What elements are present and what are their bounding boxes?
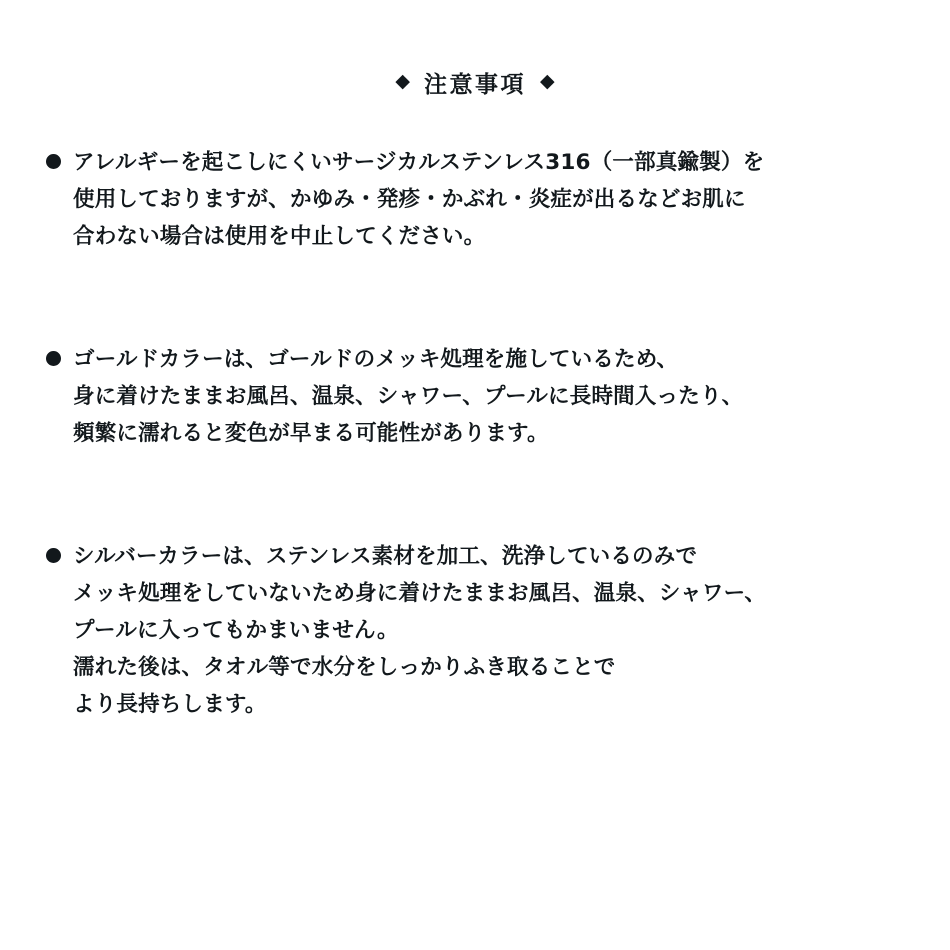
notice-list <box>44 145 906 724</box>
bullet-icon <box>46 351 61 366</box>
list-item-line: 使用しておりますが、かゆみ・発疹・かぶれ・炎症が出るなどお肌に <box>73 186 746 212</box>
list-item-line: プールに入ってもかまいません。 <box>73 617 399 643</box>
list-item-line: 頻繁に濡れると変色が早まる可能性があります。 <box>73 420 549 446</box>
list-item-body <box>73 145 906 256</box>
diamond-right-icon: ◆ <box>540 70 555 92</box>
diamond-left-icon: ◆ <box>395 70 410 92</box>
list-item-line: 濡れた後は、タオル等で水分をしっかりふき取ることで <box>73 654 616 680</box>
list-item <box>46 539 906 724</box>
list-item <box>46 145 906 256</box>
list-item-line: メッキ処理をしていないため身に着けたままお風呂、温泉、シャワー、 <box>73 580 767 606</box>
list-item-body <box>73 342 906 453</box>
list-item-line: アレルギーを起こしにくいサージカルステンレス316（一部真鍮製）を <box>73 150 765 175</box>
page-title <box>44 66 906 99</box>
list-item-line: 身に着けたままお風呂、温泉、シャワー、プールに長時間入ったり、 <box>73 383 744 409</box>
bullet-icon <box>46 154 61 169</box>
list-item-line: より長持ちします。 <box>73 691 267 717</box>
list-item-line: ゴールドカラーは、ゴールドのメッキ処理を施しているため、 <box>73 346 679 372</box>
list-item-body <box>73 539 906 724</box>
list-item-line: シルバーカラーは、ステンレス素材を加工、洗浄しているのみで <box>73 543 698 569</box>
bullet-icon <box>46 548 61 563</box>
list-item-line: 合わない場合は使用を中止してください。 <box>73 223 486 249</box>
page-title-text: 注意事項 <box>424 72 526 98</box>
list-item <box>46 342 906 453</box>
